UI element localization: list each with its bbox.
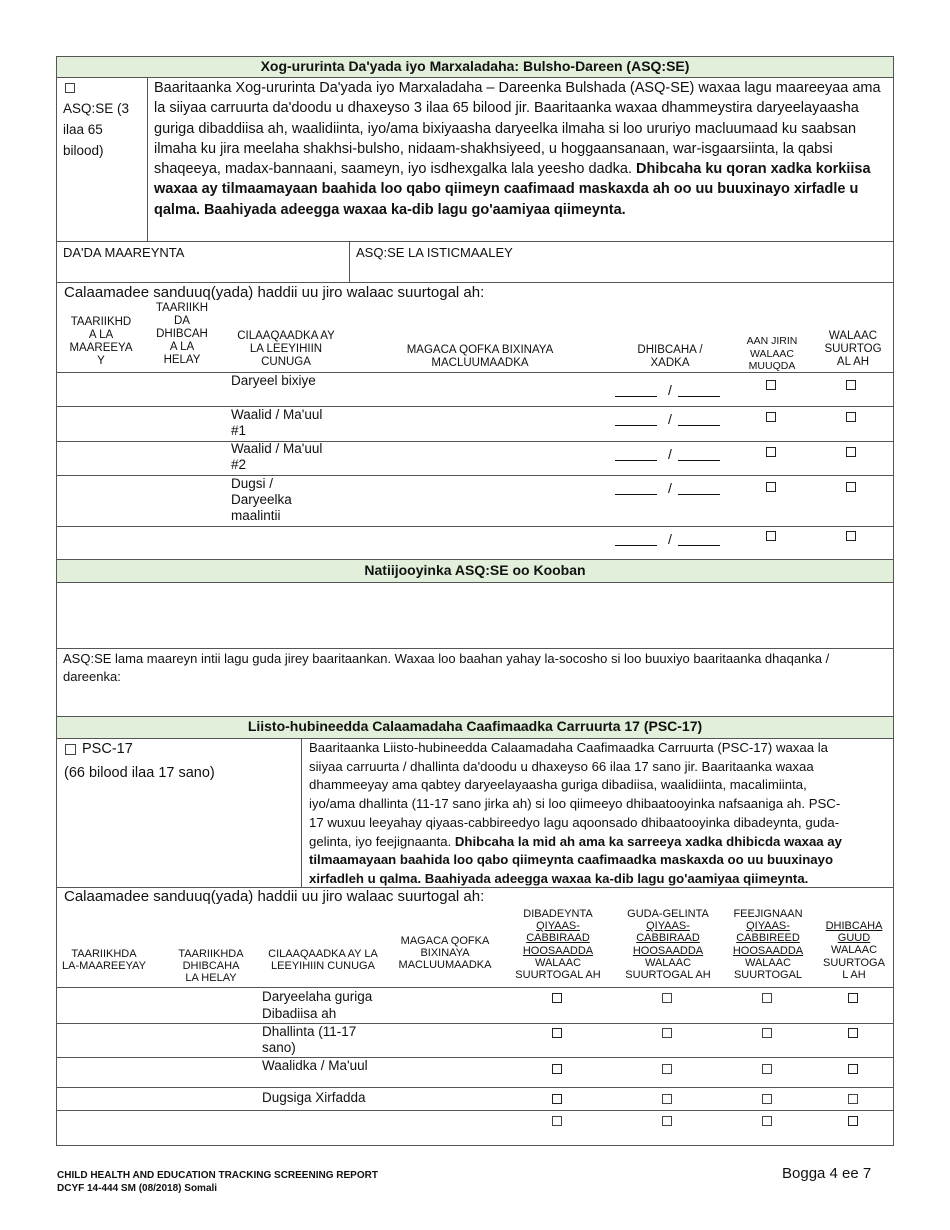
possible-concern-checkbox[interactable] [846, 412, 856, 422]
externalizing-checkbox[interactable] [552, 1028, 562, 1038]
no-concern-checkbox[interactable] [766, 447, 776, 457]
asq-col-date-scored: TAARIIKH DA DHIBCAH A LA HELAY [155, 302, 209, 366]
internalizing-checkbox[interactable] [662, 993, 672, 1003]
asq-col-no-concern: AAN JIRIN WALAAC MUUQDA [746, 335, 798, 372]
asq-instruction: Calaamadee sanduuq(yada) haddii uu jiro walaac suurtogal ah: [64, 284, 485, 301]
no-concern-checkbox[interactable] [766, 482, 776, 492]
asq-col-date-administered: TAARIIKHD A LA MAAREEYA Y [69, 316, 133, 367]
attention-checkbox[interactable] [762, 1094, 772, 1104]
score-field[interactable] [615, 396, 657, 397]
psc-col-informant: MAGACA QOFKA BIXINAYA MACLUUMAADKA [398, 935, 492, 972]
cutoff-field[interactable] [678, 460, 720, 461]
cutoff-field[interactable] [678, 545, 720, 546]
asq-summary-field[interactable] [58, 584, 892, 646]
total-score-checkbox[interactable] [848, 993, 858, 1003]
asq-date-administered-label: DA'DA MAAREYNTA [63, 245, 185, 260]
possible-concern-checkbox[interactable] [846, 380, 856, 390]
asq-description: Baaritaanka Xog-ururinta Da'yada iyo Marxaladaha – Dareenka Bulshada (ASQ-SE) waxaa lagu maareeyaa ama la siiyaa carruurta da'doodu u dhaxeyso 3 ilaa 65 bilood jir. Baaritaanka waxaa dhammeystira daryeelayaasha guriga dibaddiisa ah, waalidiinta, iyo/ama bixiyaasha daryeelka ilmaha si loo ururiyo macluumaad ku saabsan ilmaha ku jira meelaha shakhsi-bulsho, nidaam-shakhsiyeed, u hoggaansanaan, war-isgaarsiinta, la qabsi shaqeeya, madax-bannaani, saameyn, iyo isdhexgalka lala yeesho dadka. Dhibcaha ku qoran xadka korkiisa waxaa ay tilmaamayaan baahida loo qabo qiimeyn caafimaad maskaxda ah oo uu buuxinayo xirfadle u qalma. Baahiyada adeegga waxaa ka-dib lagu go'aamiyaa qiimeynta. [154, 80, 881, 218]
asq-checkbox[interactable] [65, 83, 75, 93]
psc-col-attention: FEEJIGNAAN QIYAAS- CABBIREED HOOSAADDA WALAAC SUURTOGAL [732, 908, 804, 982]
psc-col-date-administered: TAARIIKHDA LA-MAAREEYAY [62, 948, 146, 973]
asq-follow-up-field[interactable] [58, 688, 892, 714]
psc-checkbox-label: PSC-17 [82, 741, 133, 757]
attention-checkbox[interactable] [762, 1116, 772, 1126]
score-field[interactable] [615, 460, 657, 461]
cutoff-field[interactable] [678, 494, 720, 495]
no-concern-checkbox[interactable] [766, 531, 776, 541]
asq-col-score-cutoff: DHIBCAHA / XADKA [637, 344, 703, 369]
internalizing-checkbox[interactable] [662, 1116, 672, 1126]
total-score-checkbox[interactable] [848, 1116, 858, 1126]
cutoff-field[interactable] [678, 396, 720, 397]
page-number: Bogga 4 ee 7 [782, 1165, 872, 1182]
psc-col-date-scored: TAARIIKHDA DHIBCAHA LA HELAY [178, 948, 244, 985]
psc-col-relationship: CILAAQAADKA AY LA LEEYIHIIN CUNUGA [268, 948, 378, 973]
internalizing-checkbox[interactable] [662, 1094, 672, 1104]
asq-col-relationship: CILAAQAADKA AY LA LEEYIHIIN CUNUGA [237, 330, 335, 368]
psc-col-externalizing: DIBADEYNTA QIYAAS- CABBIRAAD HOOSAADDA WALAAC SUURTOGAL AH [515, 908, 601, 982]
no-concern-checkbox[interactable] [766, 380, 776, 390]
cutoff-field[interactable] [678, 425, 720, 426]
asq-used-label: ASQ:SE LA ISTICMAALEY [356, 245, 513, 260]
possible-concern-checkbox[interactable] [846, 531, 856, 541]
asq-summary-title: Natiijooyinka ASQ:SE oo Kooban [364, 562, 586, 578]
footer-form-title: CHILD HEALTH AND EDUCATION TRACKING SCREENING REPORT [57, 1170, 378, 1181]
psc-age-label: (66 bilood ilaa 17 sano) [64, 765, 215, 781]
asq-title: Xog-ururinta Da'yada iyo Marxaladaha: Bulsho-Dareen (ASQ:SE) [260, 58, 690, 74]
psc-col-total: DHIBCAHA GUUD WALAAC SUURTOGA L AH [823, 920, 885, 981]
externalizing-checkbox[interactable] [552, 1064, 562, 1074]
psc-instruction: Calaamadee sanduuq(yada) haddii uu jiro walaac suurtogal ah: [64, 888, 485, 905]
possible-concern-checkbox[interactable] [846, 447, 856, 457]
score-field[interactable] [615, 425, 657, 426]
score-field[interactable] [615, 494, 657, 495]
total-score-checkbox[interactable] [848, 1094, 858, 1104]
psc-checkbox[interactable] [65, 744, 76, 755]
asq-date-administered-field[interactable] [57, 262, 347, 281]
possible-concern-checkbox[interactable] [846, 482, 856, 492]
asq-not-administered-note: ASQ:SE lama maareyn intii lagu guda jirey baaritaankan. Waxaa loo baahan yahay la-socosho si loo buuxiyo baaritaanka dhaqanka / dareenka: [63, 651, 830, 684]
asq-col-informant: MAGACA QOFKA BIXINAYA MACLUUMAADKA [406, 344, 554, 369]
attention-checkbox[interactable] [762, 1028, 772, 1038]
internalizing-checkbox[interactable] [662, 1028, 672, 1038]
score-field[interactable] [615, 545, 657, 546]
attention-checkbox[interactable] [762, 993, 772, 1003]
psc-title: Liisto-hubineedda Calaamadaha Caafimaadka Carruurta 17 (PSC-17) [247, 718, 703, 734]
no-concern-checkbox[interactable] [766, 412, 776, 422]
externalizing-checkbox[interactable] [552, 1094, 562, 1104]
psc-col-internalizing: GUDA-GELINTA QIYAAS- CABBIRAAD HOOSAADDA WALAAC SUURTOGAL AH [625, 908, 711, 982]
externalizing-checkbox[interactable] [552, 993, 562, 1003]
internalizing-checkbox[interactable] [662, 1064, 672, 1074]
asq-col-possible-concern: WALAAC SUURTOG AL AH [824, 330, 882, 368]
attention-checkbox[interactable] [762, 1064, 772, 1074]
psc-description: Baaritaanka Liisto-hubineedda Calaamadaha Caafimaadka Carruurta (PSC-17) waxaa la siiyaa carruurta / dhallinta da'doodu u dhaxeyso 66 ilaa 17 sano jir. Baaritaanka waxaa dhammeeyay ama qabtey daryeelayaasha guriga dibadiisa, waalidiinta, macalimiinta, iyo/ama dhallinta (11-17 sano jirka ah) si loo qiimeeyo dhibaatooyinka nafsaaniga ah. PSC- 17 wuxuu leeyahay qiyaas-cabbireedyo lagu aqoonsado dhibaatooyinka dibadeynta, guda- gelinta, iyo feejignaanta. Dhibcaha la mid ah ama ka sarreeya xadka dhibicda waxaa ay tilmaamayaan baahida loo qabo qiimeynta caafimaadka maskaxda oo uu buuxinayo xirfadleh u qalma. Baahiyada adeegga waxaa ka-dib lagu go'aamiyaa qiimeynta. [309, 740, 842, 886]
total-score-checkbox[interactable] [848, 1028, 858, 1038]
total-score-checkbox[interactable] [848, 1064, 858, 1074]
externalizing-checkbox[interactable] [552, 1116, 562, 1126]
asq-used-field[interactable] [351, 262, 891, 281]
asq-checkbox-label: ASQ:SE (3 ilaa 65 bilood) [63, 101, 130, 158]
footer-form-id: DCYF 14-444 SM (08/2018) Somali [57, 1183, 218, 1194]
